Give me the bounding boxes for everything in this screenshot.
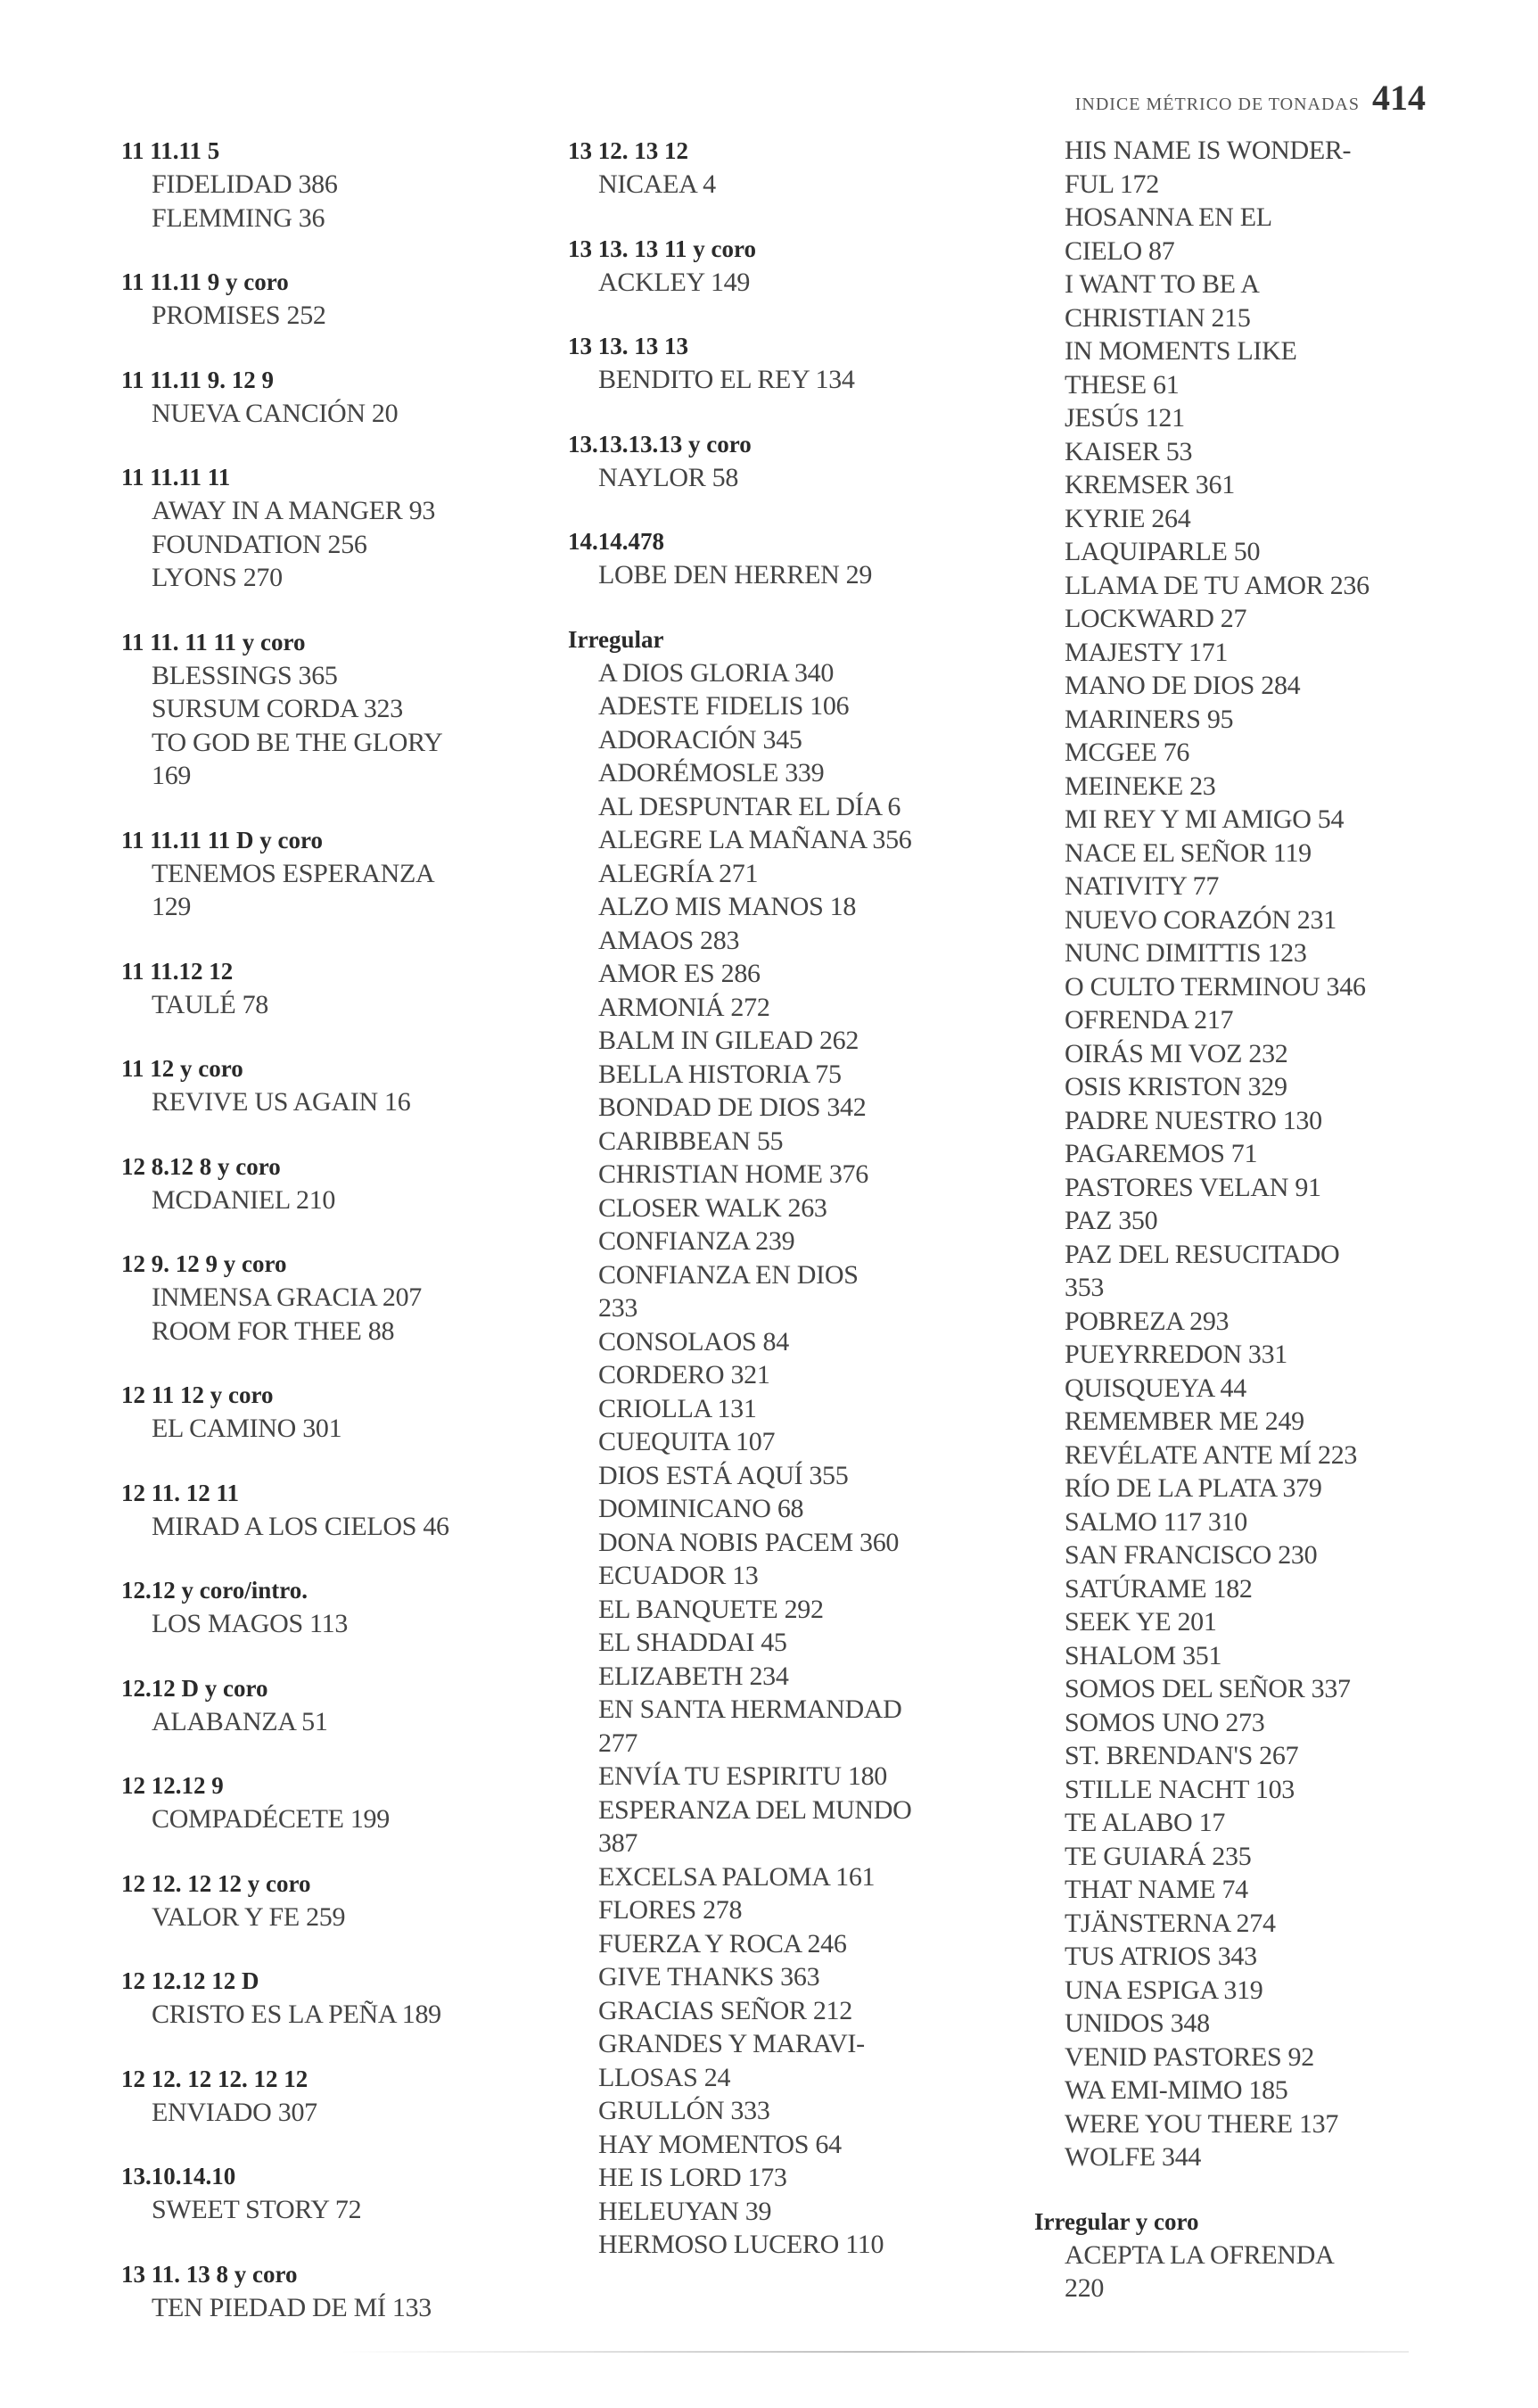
tune-entry: UNA ESPIGA 319 [1065,1975,1263,2005]
index-column-3 [1034,134,1427,2336]
tune-entry: CONSOLAOS 84 [598,1326,789,1357]
tune-entry: CUEQUITA 107 [598,1427,776,1456]
tune-entry: ST. BRENDAN'S 267 [1065,1741,1299,1770]
tune-entry: HERMOSO LUCERO 110 [598,2230,884,2259]
meter-group [568,623,987,2262]
tune-entry: COMPADÉCETE 199 [152,1804,390,1834]
meter-heading: 11 11.11 9. 12 9 [121,366,275,393]
tune-entry: REVÉLATE ANTE MÍ 223 [1065,1439,1358,1470]
tune-entry: LOS MAGOS 113 [152,1609,349,1638]
meter-heading: 11 11.11 5 [121,137,220,164]
meter-heading: 12 9. 12 9 y coro [121,1250,287,1277]
tune-entry: VALOR Y FE 259 [152,1901,346,1932]
tune-entry: NUEVO CORAZÓN 231 [1065,904,1336,935]
tune-entry: TE ALABO 17 [1065,1808,1226,1837]
tune-entry: INMENSA GRACIA 207 [152,1282,422,1312]
tune-entry: ROOM FOR THEE 88 [152,1315,395,1346]
meter-group [121,2062,514,2130]
tune-entry: ENVIADO 307 [152,2097,317,2127]
meter-heading: 13 13. 13 13 [568,333,688,359]
tune-entry: KREMSER 361 [1065,470,1235,499]
tune-entry: DONA NOBIS PACEM 360 [598,1527,900,1557]
tune-entry: BELLA HISTORIA 75 [598,1059,842,1089]
tune-entry: SHALOM 351 [1065,1640,1222,1670]
tune-entry: HE IS LORD 173 [598,2163,787,2192]
page-header [1075,77,1426,119]
tune-entry: WA EMI-MIMO 185 [1065,2075,1288,2105]
tune-entry: BLESSINGS 365 [152,660,338,690]
tune-entry: ALZO MIS MANOS 18 [598,892,857,921]
meter-group [568,232,987,300]
tune-entry: ADORÉMOSLE 339 [598,758,825,788]
tune-entry: SWEET STORY 72 [152,2195,362,2224]
tune-entry: CHRISTIAN HOME 376 [598,1159,868,1189]
tune-entry: MANO DE DIOS 284 [1065,671,1301,700]
running-title: INDICE MÉTRICO DE TONADAS [1074,95,1360,114]
meter-heading: Irregular y coro [1034,2207,1199,2235]
tune-entry: FLORES 278 [598,1895,743,1925]
tune-entry: O CULTO TERMINOU 346 [1065,971,1366,1002]
meter-group [121,1964,514,2032]
tune-entry: HIS NAME IS WONDER- FUL 172 [1065,136,1352,199]
meter-group [121,1573,514,1641]
tune-entry: ACKLEY 149 [598,267,751,297]
tune-entry: NUNC DIMITTIS 123 [1065,938,1307,968]
meter-heading: 12 12.12 9 [121,1772,224,1799]
tune-entry: ADESTE FIDELIS 106 [598,691,850,721]
meter-group [121,2257,514,2325]
meter-heading: Irregular [568,625,664,653]
tune-entry: REMEMBER ME 249 [1065,1406,1304,1436]
tune-entry: VENID PASTORES 92 [1065,2041,1314,2072]
meter-heading: 12.12 D y coro [121,1674,268,1702]
tune-entry: NICAEA 4 [598,169,716,199]
meter-heading: 13 12. 13 12 [568,137,688,164]
meter-heading: 12 11 12 y coro [121,1381,274,1408]
tune-entry: SALMO 117 310 [1065,1506,1248,1537]
meter-group [568,427,987,495]
tune-entry: TO GOD BE THE GLORY 169 [152,727,443,790]
tune-entry: CRIOLLA 131 [598,1393,757,1423]
meter-heading: 11 11. 11 11 y coro [121,628,306,656]
tune-entry: SOMOS UNO 273 [1065,1707,1265,1737]
tune-entry: MCGEE 76 [1065,738,1190,767]
meter-heading: 13 11. 13 8 y coro [121,2260,298,2288]
tune-entry: UNIDOS 348 [1065,2008,1210,2038]
tune-entry: GRACIAS SEÑOR 212 [598,1995,852,2025]
tune-entry: MCDANIEL 210 [152,1184,336,1215]
tune-entry: PUEYRREDON 331 [1065,1340,1287,1369]
tune-entry: STILLE NACHT 103 [1065,1774,1295,1804]
meter-group [568,329,987,397]
tune-entry: EL SHADDAI 45 [598,1628,787,1657]
bottom-scan-line [339,2351,1409,2353]
tune-entry: MEINEKE 23 [1065,771,1216,801]
meter-heading: 13.10.14.10 [121,2163,236,2189]
meter-group [121,823,514,924]
tune-entry: EXCELSA PALOMA 161 [598,1861,876,1892]
meter-heading: 11 11.11 11 [121,464,231,491]
meter-heading: 12 12. 12 12. 12 12 [121,2065,308,2092]
tune-entry: MARINERS 95 [1065,704,1234,734]
meter-group [121,1671,514,1739]
tune-entry: CARIBBEAN 55 [598,1126,784,1156]
tune-entry: OFRENDA 217 [1065,1005,1234,1035]
meter-group [121,134,514,235]
tune-entry: BALM IN GILEAD 262 [598,1026,859,1055]
tune-entry: ALEGRÍA 271 [598,858,759,888]
tune-entry: NUEVA CANCIÓN 20 [152,398,399,428]
tune-entry: BENDITO EL REY 134 [598,365,855,394]
tune-entry: SEEK YE 201 [1065,1607,1217,1637]
tune-entry: GRANDES Y MARAVI- LLOSAS 24 [598,2029,865,2092]
tune-entry: FIDELIDAD 386 [152,169,338,199]
tune-entry: DOMINICANO 68 [598,1494,804,1523]
meter-heading: 12.12 y coro/intro. [121,1577,308,1604]
tune-entry: SAN FRANCISCO 230 [1065,1540,1318,1570]
tune-entry: OIRÁS MI VOZ 232 [1065,1038,1288,1068]
meter-heading: 11 11.12 12 [121,957,234,985]
tune-entry: TENEMOS ESPERANZA 129 [152,858,435,921]
meter-group [121,625,514,793]
tune-entry: PAZ DEL RESUCITADO 353 [1065,1239,1340,1302]
tune-entry: FUERZA Y ROCA 246 [598,1928,847,1959]
meter-group [121,1150,514,1217]
tune-entry: HELEUYAN 39 [598,2196,772,2226]
tune-entry: CRISTO ES LA PEÑA 189 [152,2000,441,2029]
tune-entry: NAYLOR 58 [598,462,739,492]
meter-group [121,2159,514,2227]
tune-entry: ARMONIÁ 272 [598,992,770,1022]
meter-group [568,134,987,202]
meter-heading: 13 13. 13 11 y coro [568,235,756,262]
tune-entry: THAT NAME 74 [1065,1875,1248,1904]
tune-entry: OSIS KRISTON 329 [1065,1072,1287,1101]
meter-group [121,954,514,1022]
tune-entry: TJÄNSTERNA 274 [1065,1908,1276,1938]
tune-entry: WOLFE 344 [1065,2142,1202,2172]
tune-entry: TEN PIEDAD DE MÍ 133 [152,2292,432,2322]
tune-entry: MI REY Y MI AMIGO 54 [1065,804,1345,834]
tune-entry: ECUADOR 13 [598,1561,759,1590]
tune-entry: PADRE NUESTRO 130 [1065,1105,1322,1135]
meter-group [121,1476,514,1544]
tune-entry: AWAY IN A MANGER 93 [152,496,436,525]
meter-group [121,1867,514,1934]
tune-entry: LLAMA DE TU AMOR 236 [1065,570,1369,600]
tune-entry: TUS ATRIOS 343 [1065,1942,1257,1971]
meter-group [121,1769,514,1836]
tune-entry: PAZ 350 [1065,1206,1158,1235]
tune-entry: CLOSER WALK 263 [598,1192,827,1223]
tune-entry: ADORACIÓN 345 [598,724,802,755]
meter-group [121,1378,514,1446]
tune-entry: POBREZA 293 [1065,1306,1230,1336]
tune-entry: NACE EL SEÑOR 119 [1065,837,1312,868]
tune-entry: AMOR ES 286 [598,959,761,988]
page-number: 414 [1372,78,1426,118]
tune-entry: QUISQUEYA 44 [1065,1373,1246,1403]
tune-entry: LOCKWARD 27 [1065,604,1247,633]
meter-heading: 12 12. 12 12 y coro [121,1869,311,1897]
tune-entry: HOSANNA EN EL CIELO 87 [1065,202,1272,266]
tune-entry: LOBE DEN HERREN 29 [598,560,873,590]
tune-entry: KAISER 53 [1065,436,1193,466]
meter-heading: 14.14.478 [568,528,664,555]
tune-entry: JESÚS 121 [1065,403,1185,433]
tune-entry: CORDERO 321 [598,1360,770,1390]
tune-entry: A DIOS GLORIA 340 [598,657,835,688]
tune-entry: EL BANQUETE 292 [598,1594,824,1624]
meter-group [121,1247,514,1348]
tune-entry: EL CAMINO 301 [152,1414,342,1443]
meter-heading: 12 8.12 8 y coro [121,1152,281,1180]
tune-entry: PAGAREMOS 71 [1065,1139,1258,1168]
meter-group [1034,2205,1427,2305]
meter-heading: 11 12 y coro [121,1055,243,1082]
tune-entry: FLEMMING 36 [152,202,325,233]
tune-entry: I WANT TO BE A CHRISTIAN 215 [1065,269,1260,333]
tune-entry: ENVÍA TU ESPIRITU 180 [598,1761,887,1791]
tune-entry: EN SANTA HERMANDAD 277 [598,1695,902,1758]
meter-heading: 12 11. 12 11 [121,1479,240,1506]
tune-entry: REVIVE US AGAIN 16 [152,1087,411,1117]
tune-entry: PASTORES VELAN 91 [1065,1172,1321,1202]
tune-entry: LAQUIPARLE 50 [1065,537,1261,566]
tune-entry: SOMOS DEL SEÑOR 337 [1065,1674,1351,1703]
tune-entry: SURSUM CORDA 323 [152,694,403,723]
tune-entry: LYONS 270 [152,563,283,592]
tune-entry: BONDAD DE DIOS 342 [598,1093,867,1122]
meter-heading: 13.13.13.13 y coro [568,430,752,458]
tune-entry: ELIZABETH 234 [598,1661,789,1691]
tune-entry: ALEGRE LA MAÑANA 356 [598,825,912,854]
tune-entry: IN MOMENTS LIKE THESE 61 [1065,336,1297,400]
tune-entry: HAY MOMENTOS 64 [598,2129,842,2159]
index-column-1 [121,134,514,2354]
tune-entry: KYRIE 264 [1065,503,1191,533]
tune-entry: RÍO DE LA PLATA 379 [1065,1473,1322,1503]
tune-entry: AMAOS 283 [598,925,740,955]
tune-entry: CONFIANZA 239 [598,1226,795,1256]
tune-entry: FOUNDATION 256 [152,529,367,559]
tune-entry: MAJESTY 171 [1065,637,1229,667]
tune-entry: TE GUIARÁ 235 [1065,1841,1252,1871]
tune-entry: GRULLÓN 333 [598,2096,770,2125]
tune-entry: TAULÉ 78 [152,989,269,1019]
tune-entry: ALABANZA 51 [152,1706,328,1736]
meter-group [121,460,514,595]
tune-entry: GIVE THANKS 363 [598,1962,820,1992]
tune-entry: CONFIANZA EN DIOS 233 [598,1259,859,1323]
meter-group [121,265,514,333]
meter-group [568,524,987,592]
meter-group [1034,134,1427,2174]
tune-entry: SATÚRAME 182 [1065,1573,1253,1604]
index-column-2 [568,134,987,2292]
tune-entry: DIOS ESTÁ AQUÍ 355 [598,1460,849,1490]
tune-entry: PROMISES 252 [152,301,326,330]
meter-heading: 12 12.12 12 D [121,1967,259,1994]
tune-entry: ACEPTA LA OFRENDA 220 [1065,2239,1335,2303]
tune-entry: NATIVITY 77 [1065,871,1220,901]
meter-group [121,363,514,431]
meter-heading: 11 11.11 11 D y coro [121,826,324,854]
tune-entry: MIRAD A LOS CIELOS 46 [152,1511,449,1541]
tune-entry: WERE YOU THERE 137 [1065,2108,1339,2139]
meter-heading: 11 11.11 9 y coro [121,268,289,295]
tune-entry: AL DESPUNTAR EL DÍA 6 [598,791,901,821]
tune-entry: ESPERANZA DEL MUNDO 387 [598,1794,912,1858]
meter-group [121,1051,514,1119]
